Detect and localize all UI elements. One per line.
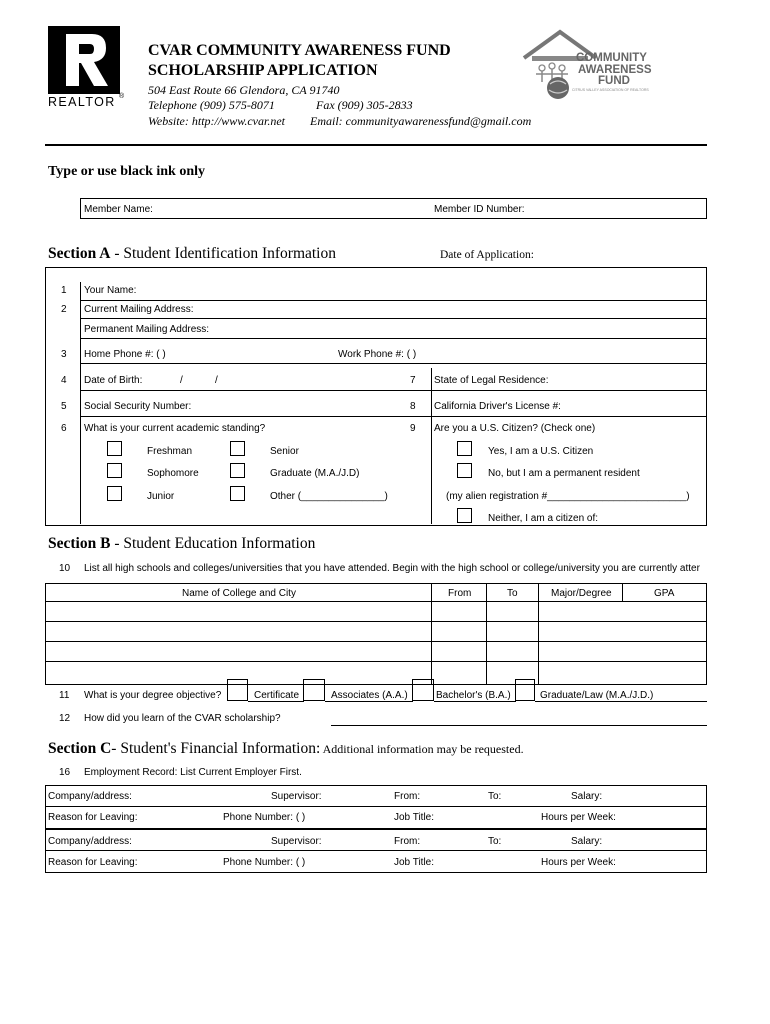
section-a-label: Section A <box>48 245 111 262</box>
row-number-8: 8 <box>410 401 416 412</box>
dob-slash: / <box>215 375 218 386</box>
caf-logo-word-community: COMMUNITY <box>576 52 647 64</box>
work-phone-field[interactable]: Work Phone #: ( ) <box>338 349 417 360</box>
section-a-heading: - Student Identification Information <box>110 245 336 262</box>
freshman-label: Freshman <box>147 446 193 457</box>
junior-checkbox[interactable] <box>107 486 122 501</box>
education-col-line <box>486 583 487 684</box>
certificate-label: Certificate <box>254 690 300 701</box>
employer1-hours-field[interactable]: Hours per Week: <box>541 812 616 823</box>
section-b-heading: - Student Education Information <box>110 535 316 552</box>
permanent-resident-checkbox[interactable] <box>457 463 472 478</box>
us-citizen-label: Yes, I am a U.S. Citizen <box>488 446 594 457</box>
education-col-line <box>431 583 432 684</box>
senior-label: Senior <box>270 446 299 457</box>
realtor-logo-text: REALTOR <box>48 95 116 109</box>
drivers-license-field[interactable]: California Driver's License #: <box>434 401 561 412</box>
section-b-label: Section B <box>48 535 111 552</box>
permanent-mailing-address-field[interactable]: Permanent Mailing Address: <box>84 324 210 335</box>
neither-citizen-label: Neither, I am a citizen of: <box>488 513 599 524</box>
employer2-company-field[interactable]: Company/address: <box>48 836 132 847</box>
schools-attended-text: List all high schools and colleges/universities that you have attended. Begin with the high school or college/university you are currently atter <box>84 563 700 574</box>
education-col-line <box>622 583 623 601</box>
academic-standing-question: What is your current academic standing? <box>84 423 266 434</box>
realtor-r-icon <box>48 26 120 94</box>
realtor-logo <box>48 26 125 109</box>
header-rule <box>45 144 707 146</box>
row-number-6: 6 <box>61 423 67 434</box>
section-b-title <box>48 535 315 553</box>
section-a-row-line <box>80 300 706 301</box>
section-a-row-line <box>80 363 706 364</box>
schools-attended-instruction <box>84 563 707 575</box>
member-box[interactable] <box>80 198 707 219</box>
bachelors-checkbox[interactable] <box>412 679 434 701</box>
section-c-title <box>48 740 524 758</box>
neither-citizen-checkbox[interactable] <box>457 508 472 523</box>
sophomore-label: Sophomore <box>147 468 199 479</box>
degree-objective-question: What is your degree objective? <box>84 690 222 701</box>
form-title-line2: SCHOLARSHIP APPLICATION <box>148 62 378 79</box>
state-of-legal-residence-field[interactable]: State of Legal Residence: <box>434 375 549 386</box>
employment-record-instruction: Employment Record: List Current Employer First. <box>84 767 302 778</box>
graduate-law-checkbox[interactable] <box>515 679 535 701</box>
org-address: 504 East Route 66 Glendora, CA 91740 <box>148 83 340 97</box>
senior-checkbox[interactable] <box>230 441 245 456</box>
freshman-checkbox[interactable] <box>107 441 122 456</box>
caf-logo-word-fund: FUND <box>598 75 630 87</box>
us-citizen-checkbox[interactable] <box>457 441 472 456</box>
employer2-to-field[interactable]: To: <box>488 836 502 847</box>
scholarship-source-answer-line[interactable] <box>331 725 707 726</box>
org-fax: Fax (909) 305-2833 <box>316 98 413 112</box>
certificate-underline <box>248 701 304 702</box>
graduate-law-label: Graduate/Law (M.A./J.D.) <box>540 690 654 701</box>
date-of-application-label: Date of Application: <box>440 249 534 261</box>
junior-label: Junior <box>147 491 175 502</box>
col-header-college: Name of College and City <box>182 588 296 599</box>
employer1-salary-field[interactable]: Salary: <box>571 791 603 802</box>
your-name-field[interactable]: Your Name: <box>84 285 137 296</box>
caf-logo-word-awareness: AWARENESS <box>578 64 652 76</box>
employer2-hours-field[interactable]: Hours per Week: <box>541 857 616 868</box>
employer1-company-field[interactable]: Company/address: <box>48 791 132 802</box>
col-header-major: Major/Degree <box>551 588 612 599</box>
graduate-law-underline <box>535 701 707 702</box>
social-security-number-field[interactable]: Social Security Number: <box>84 401 192 412</box>
bachelors-underline <box>434 701 516 702</box>
education-col-line <box>538 583 539 684</box>
member-id-label: Member ID Number: <box>434 204 525 215</box>
row-number-12: 12 <box>59 713 71 724</box>
section-a-middle-divider <box>431 368 432 524</box>
citizenship-question: Are you a U.S. Citizen? (Check one) <box>434 423 596 434</box>
education-row-line <box>45 601 707 602</box>
education-row-line <box>45 661 707 662</box>
employer1-reason-field[interactable]: Reason for Leaving: <box>48 812 138 823</box>
row-number-10: 10 <box>59 563 71 574</box>
alien-registration-field[interactable]: (my alien registration #_________________________) <box>446 491 690 502</box>
current-mailing-address-field[interactable]: Current Mailing Address: <box>84 304 194 315</box>
permanent-resident-label: No, but I am a permanent resident <box>488 468 640 479</box>
graduate-label: Graduate (M.A./J.D) <box>270 468 360 479</box>
row-number-5: 5 <box>61 401 67 412</box>
section-c-heading: - Student's Financial Information: <box>111 740 321 757</box>
employer1-from-field[interactable]: From: <box>394 791 421 802</box>
certificate-checkbox[interactable] <box>227 679 248 701</box>
row-number-1: 1 <box>61 285 67 296</box>
section-c-note: Additional information may be requested. <box>320 742 524 756</box>
associates-underline <box>325 701 413 702</box>
member-name-label: Member Name: <box>84 204 153 215</box>
employer1-to-field[interactable]: To: <box>488 791 502 802</box>
employer1-job-title-field[interactable]: Job Title: <box>394 812 435 823</box>
date-of-birth-field[interactable]: Date of Birth: <box>84 375 143 386</box>
row-number-2: 2 <box>61 304 67 315</box>
scholarship-source-question: How did you learn of the CVAR scholarship? <box>84 713 281 724</box>
employment-row-line <box>45 806 707 807</box>
realtor-registered-mark: ® <box>119 93 125 100</box>
employment-row-line <box>45 850 707 851</box>
employer1-supervisor-field[interactable]: Supervisor: <box>271 791 322 802</box>
col-header-from: From <box>448 588 472 599</box>
caf-logo-tagline: CITRUS VALLEY ASSOCIATION OF REALTORS <box>572 88 649 92</box>
section-a-row-line <box>80 318 706 319</box>
org-email: Email: communityawarenessfund@gmail.com <box>310 114 532 128</box>
community-awareness-fund-logo <box>520 28 660 108</box>
section-a-row-line <box>80 416 706 417</box>
form-title-line1: CVAR COMMUNITY AWARENESS FUND <box>148 42 451 59</box>
section-a-title <box>48 245 336 263</box>
graduate-checkbox[interactable] <box>230 463 245 478</box>
section-c-label: Section C <box>48 740 112 757</box>
org-telephone: Telephone (909) 575-8071 <box>148 98 275 112</box>
row-number-4: 4 <box>61 375 67 386</box>
home-phone-field[interactable]: Home Phone #: ( ) <box>84 349 166 360</box>
employer1-phone-field[interactable]: Phone Number: ( ) <box>223 812 306 823</box>
row-number-3: 3 <box>61 349 67 360</box>
sophomore-checkbox[interactable] <box>107 463 122 478</box>
employer2-from-field[interactable]: From: <box>394 836 421 847</box>
employer2-job-title-field[interactable]: Job Title: <box>394 857 435 868</box>
education-row-line <box>45 621 707 622</box>
bachelors-label: Bachelor's (B.A.) <box>436 690 511 701</box>
employer2-supervisor-field[interactable]: Supervisor: <box>271 836 322 847</box>
employer2-salary-field[interactable]: Salary: <box>571 836 603 847</box>
row-number-9: 9 <box>410 423 416 434</box>
instructions: Type or use black ink only <box>48 164 206 179</box>
section-a-row-line <box>80 390 706 391</box>
org-website: Website: http://www.cvar.net <box>148 114 285 128</box>
employment-row-line <box>45 828 707 830</box>
associates-label: Associates (A.A.) <box>331 690 408 701</box>
col-header-to: To <box>507 588 518 599</box>
row-number-11: 11 <box>59 690 70 701</box>
associates-checkbox[interactable] <box>303 679 325 701</box>
row-number-7: 7 <box>410 375 416 386</box>
other-standing-label: Other (_______________) <box>270 491 388 502</box>
employer2-reason-field[interactable]: Reason for Leaving: <box>48 857 138 868</box>
row-number-16: 16 <box>59 767 71 778</box>
employer2-phone-field[interactable]: Phone Number: ( ) <box>223 857 306 868</box>
section-a-row-line <box>80 338 706 339</box>
other-standing-checkbox[interactable] <box>230 486 245 501</box>
education-row-line <box>45 641 707 642</box>
col-header-gpa: GPA <box>654 588 675 599</box>
dob-slash: / <box>180 375 183 386</box>
